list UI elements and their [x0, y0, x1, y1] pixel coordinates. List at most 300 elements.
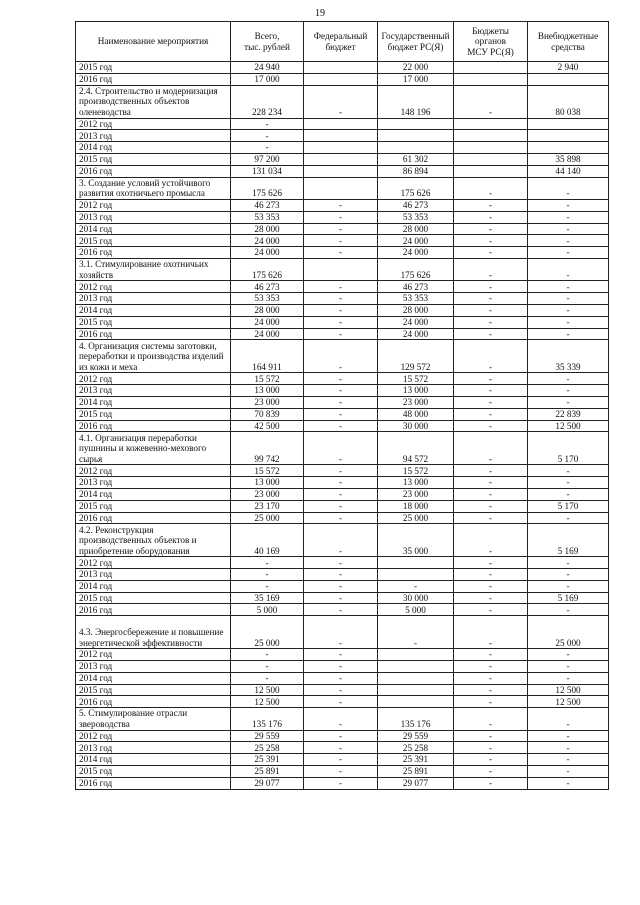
cell-municipal: - [454, 477, 528, 489]
cell-total: 24 000 [231, 316, 304, 328]
cell-total: - [231, 569, 304, 581]
cell-municipal: - [454, 512, 528, 524]
cell-municipal: - [454, 385, 528, 397]
cell-state [378, 118, 454, 130]
row-activity-name: 2013 год [76, 293, 231, 305]
cell-federal [304, 130, 378, 142]
row-activity-name: 2012 год [76, 281, 231, 293]
table-row [76, 85, 609, 118]
cell-total: 12 500 [231, 696, 304, 708]
cell-extra: - [528, 465, 609, 477]
cell-federal [304, 142, 378, 154]
cell-federal: - [304, 766, 378, 778]
cell-federal: - [304, 408, 378, 420]
cell-federal [304, 153, 378, 165]
table-row [76, 661, 609, 673]
budget-table [75, 21, 609, 790]
cell-state: 13 000 [378, 477, 454, 489]
cell-extra: - [528, 385, 609, 397]
row-activity-name: 2013 год [76, 477, 231, 489]
cell-state: 94 572 [378, 432, 454, 465]
cell-municipal: - [454, 649, 528, 661]
row-activity-name: 2013 год [76, 211, 231, 223]
row-activity-name: 2014 год [76, 304, 231, 316]
cell-municipal [454, 62, 528, 74]
cell-federal: - [304, 649, 378, 661]
row-activity-name: 2013 год [76, 661, 231, 673]
row-activity-name: 2014 год [76, 488, 231, 500]
cell-extra: - [528, 754, 609, 766]
cell-municipal: - [454, 247, 528, 259]
cell-municipal: - [454, 524, 528, 557]
row-activity-name: 2016 год [76, 512, 231, 524]
cell-total: 99 742 [231, 432, 304, 465]
cell-extra: - [528, 235, 609, 247]
cell-extra: - [528, 557, 609, 569]
row-activity-name: 4.1. Организация переработки пушнины и кожевенно-мехового сырья [76, 432, 231, 465]
row-activity-name: 2012 год [76, 557, 231, 569]
row-activity-name: 2016 год [76, 604, 231, 616]
cell-total: 24 940 [231, 62, 304, 74]
cell-municipal: - [454, 580, 528, 592]
cell-federal: - [304, 316, 378, 328]
header-federal-budget: Федеральный бюджет [304, 22, 378, 62]
cell-municipal: - [454, 373, 528, 385]
cell-total: 23 170 [231, 500, 304, 512]
cell-federal: - [304, 85, 378, 118]
row-activity-name: 4. Организация системы заготовки, переработки и производства изделий из кожи и меха [76, 340, 231, 373]
table-row [76, 742, 609, 754]
cell-municipal: - [454, 742, 528, 754]
row-activity-name: 2013 год [76, 569, 231, 581]
cell-federal [304, 165, 378, 177]
row-activity-name: 2014 год [76, 142, 231, 154]
cell-total: 35 169 [231, 592, 304, 604]
cell-state: 13 000 [378, 385, 454, 397]
table-row [76, 142, 609, 154]
row-activity-name: 2014 год [76, 754, 231, 766]
header-extra-budget: Внебюджетные средства [528, 22, 609, 62]
cell-extra: - [528, 293, 609, 305]
cell-state: 15 572 [378, 465, 454, 477]
cell-total: 53 353 [231, 211, 304, 223]
table-row [76, 766, 609, 778]
cell-state [378, 672, 454, 684]
cell-total: 12 500 [231, 684, 304, 696]
row-activity-name: 2016 год [76, 73, 231, 85]
cell-federal: - [304, 684, 378, 696]
cell-state: 28 000 [378, 223, 454, 235]
cell-municipal: - [454, 211, 528, 223]
row-activity-name: 2015 год [76, 766, 231, 778]
table-row [76, 477, 609, 489]
cell-municipal: - [454, 557, 528, 569]
cell-state: 17 000 [378, 73, 454, 85]
cell-municipal: - [454, 569, 528, 581]
cell-federal: - [304, 304, 378, 316]
cell-municipal: - [454, 500, 528, 512]
table-row [76, 488, 609, 500]
cell-extra: - [528, 223, 609, 235]
cell-municipal [454, 153, 528, 165]
cell-federal: - [304, 211, 378, 223]
row-activity-name: 2012 год [76, 118, 231, 130]
cell-federal [304, 62, 378, 74]
cell-extra: 25 000 [528, 616, 609, 649]
cell-municipal [454, 165, 528, 177]
cell-federal: - [304, 488, 378, 500]
cell-total: 42 500 [231, 420, 304, 432]
cell-federal: - [304, 281, 378, 293]
cell-federal: - [304, 592, 378, 604]
row-activity-name: 2016 год [76, 696, 231, 708]
cell-total: 25 891 [231, 766, 304, 778]
cell-federal: - [304, 396, 378, 408]
cell-total: 175 626 [231, 258, 304, 280]
cell-extra: - [528, 477, 609, 489]
cell-state: 135 176 [378, 708, 454, 730]
header-activity-name: Наименование мероприятия [76, 22, 231, 62]
cell-extra: - [528, 512, 609, 524]
cell-extra: - [528, 777, 609, 789]
cell-extra: - [528, 177, 609, 199]
table-row [76, 592, 609, 604]
cell-total: 131 034 [231, 165, 304, 177]
cell-federal: - [304, 742, 378, 754]
table-row [76, 696, 609, 708]
cell-extra: 12 500 [528, 684, 609, 696]
cell-federal: - [304, 708, 378, 730]
cell-municipal: - [454, 777, 528, 789]
cell-extra: - [528, 316, 609, 328]
cell-state: 24 000 [378, 247, 454, 259]
row-activity-name: 2016 год [76, 777, 231, 789]
cell-municipal: - [454, 592, 528, 604]
table-row [76, 340, 609, 373]
cell-extra: - [528, 708, 609, 730]
table-row [76, 465, 609, 477]
cell-extra [528, 73, 609, 85]
cell-federal: - [304, 777, 378, 789]
cell-extra: - [528, 247, 609, 259]
row-activity-name: 2015 год [76, 153, 231, 165]
row-activity-name: 2014 год [76, 396, 231, 408]
cell-municipal: - [454, 420, 528, 432]
row-activity-name: 2016 год [76, 420, 231, 432]
row-activity-name: 2012 год [76, 373, 231, 385]
cell-state: 46 273 [378, 199, 454, 211]
cell-total: 175 626 [231, 177, 304, 199]
cell-municipal: - [454, 199, 528, 211]
row-activity-name: 4.3. Энергосбережение и повышение энергетической эффективности [76, 616, 231, 649]
cell-municipal: - [454, 465, 528, 477]
cell-extra: 35 339 [528, 340, 609, 373]
cell-total: - [231, 130, 304, 142]
cell-total: 70 839 [231, 408, 304, 420]
cell-state: 29 559 [378, 730, 454, 742]
cell-total: 23 000 [231, 396, 304, 408]
table-row [76, 730, 609, 742]
cell-extra: - [528, 373, 609, 385]
table-row [76, 373, 609, 385]
cell-extra: - [528, 281, 609, 293]
cell-federal: - [304, 328, 378, 340]
cell-federal: - [304, 465, 378, 477]
cell-municipal: - [454, 754, 528, 766]
cell-extra: - [528, 766, 609, 778]
cell-total: 40 169 [231, 524, 304, 557]
cell-extra: 12 500 [528, 696, 609, 708]
cell-municipal: - [454, 661, 528, 673]
row-activity-name: 2015 год [76, 408, 231, 420]
row-activity-name: 2012 год [76, 199, 231, 211]
cell-municipal: - [454, 696, 528, 708]
cell-total: 28 000 [231, 304, 304, 316]
row-activity-name: 2015 год [76, 684, 231, 696]
cell-total: 25 000 [231, 616, 304, 649]
cell-total: 13 000 [231, 477, 304, 489]
cell-total: - [231, 557, 304, 569]
cell-municipal: - [454, 488, 528, 500]
cell-total: 53 353 [231, 293, 304, 305]
cell-federal: - [304, 373, 378, 385]
cell-federal: - [304, 247, 378, 259]
cell-extra: 5 170 [528, 500, 609, 512]
table-row [76, 177, 609, 199]
row-activity-name: 2015 год [76, 235, 231, 247]
cell-state: 148 196 [378, 85, 454, 118]
cell-federal: - [304, 616, 378, 649]
row-activity-name: 2016 год [76, 247, 231, 259]
row-activity-name: 3.1. Стимулирование охотничьих хозяйств [76, 258, 231, 280]
row-activity-name: 2015 год [76, 316, 231, 328]
cell-extra: - [528, 569, 609, 581]
cell-extra: 35 898 [528, 153, 609, 165]
cell-federal: - [304, 477, 378, 489]
cell-total: 164 911 [231, 340, 304, 373]
cell-municipal: - [454, 223, 528, 235]
cell-federal: - [304, 730, 378, 742]
cell-federal: - [304, 223, 378, 235]
table-row [76, 304, 609, 316]
row-activity-name: 3. Создание условий устойчивого развития охотничьего промысла [76, 177, 231, 199]
row-activity-name: 2012 год [76, 465, 231, 477]
cell-municipal: - [454, 396, 528, 408]
cell-federal: - [304, 340, 378, 373]
cell-extra: - [528, 604, 609, 616]
cell-municipal [454, 142, 528, 154]
cell-federal: - [304, 672, 378, 684]
row-activity-name: 2013 год [76, 742, 231, 754]
cell-total: 29 559 [231, 730, 304, 742]
cell-extra: 5 169 [528, 524, 609, 557]
header-municipal-budget: Бюджеты органов МСУ РС(Я) [454, 22, 528, 62]
header-state-budget: Государственный бюджет РС(Я) [378, 22, 454, 62]
page-number: 19 [315, 8, 325, 19]
cell-federal [304, 118, 378, 130]
cell-federal: - [304, 512, 378, 524]
cell-extra: - [528, 304, 609, 316]
cell-extra: - [528, 396, 609, 408]
cell-total: 25 000 [231, 512, 304, 524]
row-activity-name: 2012 год [76, 730, 231, 742]
cell-federal: - [304, 524, 378, 557]
row-activity-name: 2012 год [76, 649, 231, 661]
cell-municipal: - [454, 672, 528, 684]
table-row [76, 396, 609, 408]
cell-municipal: - [454, 281, 528, 293]
table-row [76, 211, 609, 223]
cell-total: 24 000 [231, 328, 304, 340]
table-row [76, 420, 609, 432]
cell-state: 175 626 [378, 177, 454, 199]
cell-municipal: - [454, 235, 528, 247]
cell-municipal: - [454, 766, 528, 778]
cell-total: - [231, 649, 304, 661]
table-row [76, 118, 609, 130]
cell-extra: - [528, 672, 609, 684]
cell-extra: 5 170 [528, 432, 609, 465]
cell-state: 23 000 [378, 396, 454, 408]
table-row [76, 580, 609, 592]
table-row [76, 258, 609, 280]
cell-state: 129 572 [378, 340, 454, 373]
cell-federal: - [304, 385, 378, 397]
cell-extra: - [528, 328, 609, 340]
cell-state: 24 000 [378, 328, 454, 340]
cell-federal: - [304, 661, 378, 673]
cell-extra: - [528, 661, 609, 673]
cell-total: 13 000 [231, 385, 304, 397]
cell-state: 18 000 [378, 500, 454, 512]
table-row [76, 385, 609, 397]
cell-federal: - [304, 569, 378, 581]
table-row [76, 199, 609, 211]
table-row [76, 130, 609, 142]
table-row [76, 223, 609, 235]
cell-municipal: - [454, 616, 528, 649]
table-row [76, 708, 609, 730]
cell-state: 25 258 [378, 742, 454, 754]
table-row [76, 557, 609, 569]
header-total: Всего, тыс. рублей [231, 22, 304, 62]
cell-federal: - [304, 754, 378, 766]
cell-federal [304, 73, 378, 85]
cell-extra [528, 130, 609, 142]
table-row [76, 328, 609, 340]
table-row [76, 754, 609, 766]
cell-total: 135 176 [231, 708, 304, 730]
cell-state: 25 891 [378, 766, 454, 778]
cell-total: 46 273 [231, 281, 304, 293]
table-row [76, 777, 609, 789]
cell-federal: - [304, 199, 378, 211]
cell-extra [528, 142, 609, 154]
table-row [76, 235, 609, 247]
row-activity-name: 2014 год [76, 672, 231, 684]
cell-extra: 80 038 [528, 85, 609, 118]
cell-federal: - [304, 293, 378, 305]
table-row [76, 165, 609, 177]
cell-total: 25 258 [231, 742, 304, 754]
cell-municipal: - [454, 304, 528, 316]
cell-municipal: - [454, 408, 528, 420]
cell-extra: - [528, 730, 609, 742]
cell-extra: 5 169 [528, 592, 609, 604]
table-row [76, 281, 609, 293]
cell-federal [304, 258, 378, 280]
row-activity-name: 2015 год [76, 592, 231, 604]
row-activity-name: 2016 год [76, 328, 231, 340]
cell-state [378, 649, 454, 661]
cell-federal: - [304, 235, 378, 247]
cell-total: 24 000 [231, 247, 304, 259]
cell-municipal: - [454, 604, 528, 616]
row-activity-name: 2013 год [76, 385, 231, 397]
row-activity-name: 2015 год [76, 62, 231, 74]
cell-federal: - [304, 696, 378, 708]
cell-municipal: - [454, 340, 528, 373]
cell-total: 46 273 [231, 199, 304, 211]
table-row [76, 62, 609, 74]
cell-extra: - [528, 199, 609, 211]
cell-extra: - [528, 211, 609, 223]
cell-municipal: - [454, 432, 528, 465]
cell-total: 25 391 [231, 754, 304, 766]
cell-municipal: - [454, 85, 528, 118]
cell-federal: - [304, 500, 378, 512]
row-activity-name: 5. Стимулирование отрасли звероводства [76, 708, 231, 730]
cell-municipal [454, 73, 528, 85]
cell-total: 17 000 [231, 73, 304, 85]
cell-total: - [231, 661, 304, 673]
table-row [76, 649, 609, 661]
cell-state [378, 569, 454, 581]
cell-federal: - [304, 432, 378, 465]
cell-state [378, 142, 454, 154]
cell-extra: - [528, 488, 609, 500]
table-header-row [76, 22, 609, 62]
cell-extra: - [528, 258, 609, 280]
cell-state: 175 626 [378, 258, 454, 280]
cell-federal [304, 177, 378, 199]
cell-state [378, 557, 454, 569]
cell-state: - [378, 580, 454, 592]
cell-total: 28 000 [231, 223, 304, 235]
cell-total: - [231, 580, 304, 592]
cell-federal: - [304, 580, 378, 592]
cell-municipal [454, 118, 528, 130]
cell-state: 30 000 [378, 592, 454, 604]
cell-state [378, 696, 454, 708]
cell-municipal: - [454, 328, 528, 340]
table-row [76, 604, 609, 616]
cell-extra: - [528, 649, 609, 661]
row-activity-name: 2.4. Строительство и модернизация производственных объектов оленеводства [76, 85, 231, 118]
table-row [76, 247, 609, 259]
cell-extra: - [528, 742, 609, 754]
cell-state [378, 130, 454, 142]
cell-federal: - [304, 604, 378, 616]
cell-state: 28 000 [378, 304, 454, 316]
row-activity-name: 2015 год [76, 500, 231, 512]
cell-total: 15 572 [231, 373, 304, 385]
cell-state: 35 000 [378, 524, 454, 557]
cell-state: 30 000 [378, 420, 454, 432]
cell-extra: - [528, 580, 609, 592]
cell-extra: 22 839 [528, 408, 609, 420]
cell-state [378, 661, 454, 673]
